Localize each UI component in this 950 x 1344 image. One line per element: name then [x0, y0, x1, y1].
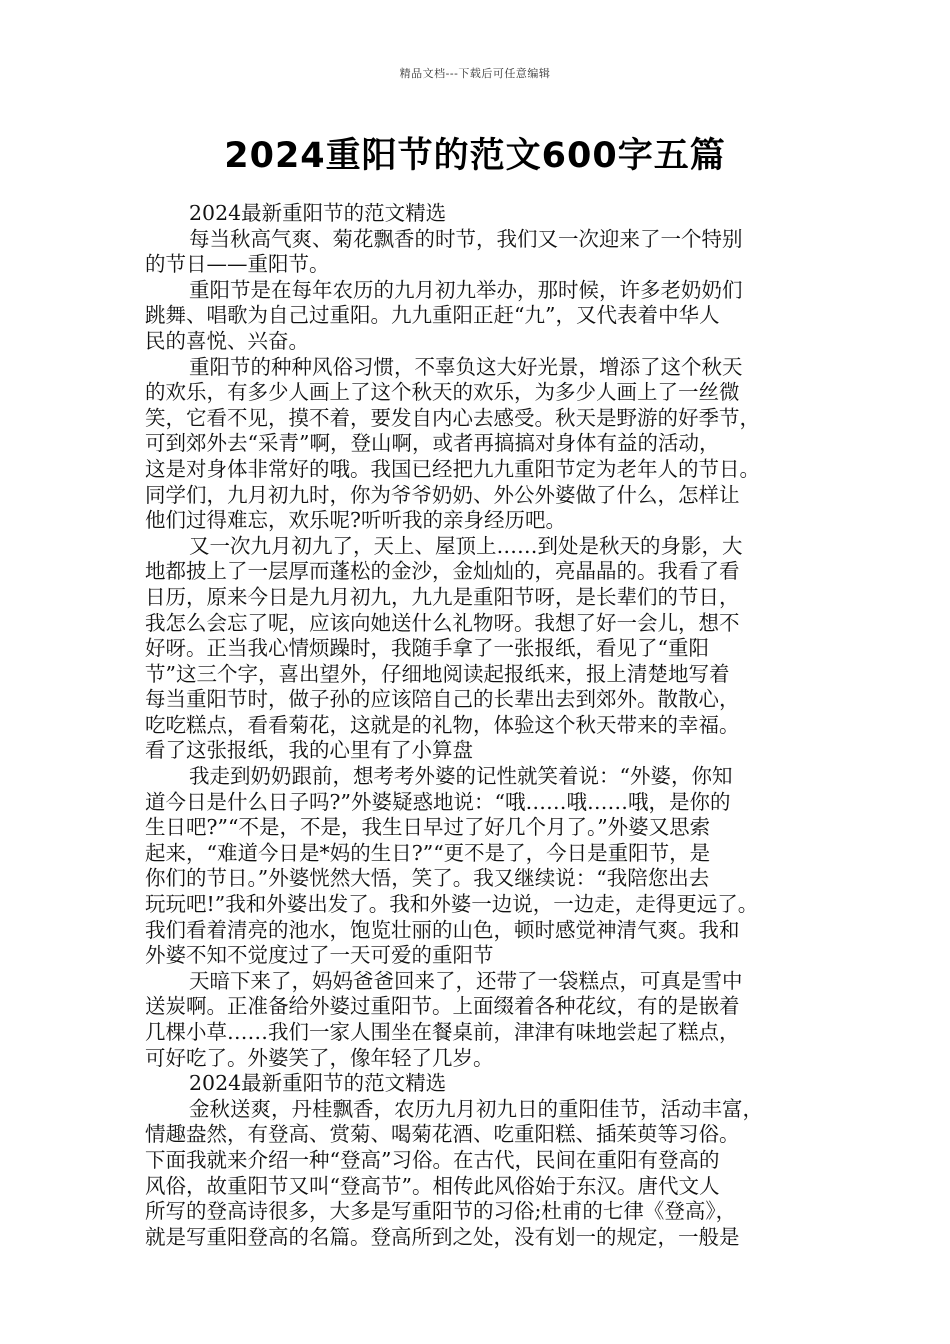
text-line: 道今日是什么日子吗?”外婆疑惑地说：“哦……哦……哦，是你的 — [145, 789, 731, 814]
text-line: 就是写重阳登高的名篇。登高所到之处，没有划一的规定，一般是 — [145, 1224, 740, 1249]
text-line: 民的喜悦、兴奋。 — [145, 328, 309, 353]
text-line: 几棵小草……我们一家人围坐在餐桌前，津津有味地尝起了糕点， — [145, 1020, 740, 1044]
document-title: 2024重阳节的范文600字五篇 — [224, 136, 726, 176]
text-line: 可到郊外去“采青”啊，登山啊，或者再搞搞对身体有益的活动， — [145, 431, 720, 456]
text-line: 笑，它看不见，摸不着，要发自内心去感受。秋天是野游的好季节， — [145, 405, 760, 430]
text-line: 2024最新重阳节的范文精选 — [189, 1071, 447, 1096]
text-line: 天暗下来了，妈妈爸爸回来了，还带了一袋糕点，可真是雪中 — [189, 968, 743, 993]
text-line: 送炭啊。正准备给外婆过重阳节。上面缀着各种花纹，有的是嵌着 — [145, 994, 740, 1019]
text-line: 风俗，故重阳节又叫“登高节”。相传此风俗始于东汉。唐代文人 — [145, 1173, 720, 1198]
text-line: 金秋送爽，丹桂飘香，农历九月初九日的重阳佳节，活动丰富， — [189, 1096, 763, 1121]
text-line: 地都披上了一层厚而蓬松的金沙，金灿灿的，亮晶晶的。我看了看 — [145, 559, 740, 584]
text-line: 又一次九月初九了，天上、屋顶上……到处是秋天的身影，大 — [189, 533, 743, 558]
text-line: 他们过得难忘，欢乐呢?听听我的亲身经历吧。 — [145, 508, 566, 533]
text-line: 的节日——重阳节。 — [145, 252, 330, 277]
text-line: 重阳节的种种风俗习惯，不辜负这大好光景，增添了这个秋天 — [189, 354, 743, 379]
text-line: 下面我就来介绍一种“登高”习俗。在古代，民间在重阳有登高的 — [145, 1147, 720, 1172]
text-line: 所写的登高诗很多，大多是写重阳节的习俗;杜甫的七律《登高》， — [145, 1199, 737, 1224]
text-line: 你们的节日。”外婆恍然大悟，笑了。我又继续说：“我陪您出去 — [145, 866, 710, 891]
text-line: 每当重阳节时，做子孙的应该陪自己的长辈出去到郊外。散散心， — [145, 687, 740, 712]
text-line: 情趣盎然，有登高、赏菊、喝菊花酒、吃重阳糕、插茱萸等习俗。 — [145, 1122, 740, 1147]
text-line: 外婆不知不觉度过了一天可爱的重阳节 — [145, 943, 494, 968]
text-line: 重阳节是在每年农历的九月初九举办，那时候，许多老奶奶们 — [189, 277, 743, 302]
text-line: 生日吧?”“不是，不是，我生日早过了好几个月了。”外婆又思索 — [145, 815, 711, 840]
text-line: 2024最新重阳节的范文精选 — [189, 201, 447, 225]
text-line: 这是对身体非常好的哦。我国已经把九九重阳节定为老年人的节日。 — [145, 456, 760, 481]
text-line: 的欢乐，有多少人画上了这个秋天的欢乐，为多少人画上了一丝微 — [145, 380, 740, 405]
text-line: 我们看着清亮的池水，饱览壮丽的山色，顿时感觉神清气爽。我和 — [145, 917, 740, 942]
text-line: 每当秋高气爽、菊花飘香的时节，我们又一次迎来了一个特别 — [189, 226, 743, 251]
text-line: 我怎么会忘了呢，应该向她送什么礼物呀。我想了好一会儿，想不 — [145, 610, 740, 635]
text-line: 日历，原来今日是九月初九，九九是重阳节呀，是长辈们的节日， — [145, 584, 740, 609]
text-line: 可好吃了。外婆笑了，像年轻了几岁。 — [145, 1045, 494, 1070]
text-line: 看了这张报纸，我的心里有了小算盘 — [145, 738, 473, 763]
text-line: 同学们，九月初九时，你为爷爷奶奶、外公外婆做了什么，怎样让 — [145, 482, 740, 507]
text-line: 跳舞、唱歌为自己过重阳。九九重阳正赶“九”，又代表着中华人 — [145, 303, 720, 328]
text-line: 我走到奶奶跟前，想考考外婆的记性就笑着说：“外婆，你知 — [189, 764, 733, 789]
text-line: 好呀。正当我心情烦躁时，我随手拿了一张报纸，看见了“重阳 — [145, 636, 709, 661]
text-line: 玩玩吧!”我和外婆出发了。我和外婆一边说，一边走，走得更远了。 — [145, 892, 759, 917]
text-line: 起来，“难道今日是*妈的生日?”“更不是了，今日是重阳节，是 — [145, 840, 711, 865]
document-body — [145, 201, 815, 1250]
text-line: 吃吃糕点，看看菊花，这就是的礼物，体验这个秋天带来的幸福。 — [145, 712, 740, 737]
header-note: 精品文档---下载后可任意编辑 — [399, 67, 551, 80]
text-line: 节”这三个字，喜出望外，仔细地阅读起报纸来，报上清楚地写着 — [145, 661, 730, 686]
